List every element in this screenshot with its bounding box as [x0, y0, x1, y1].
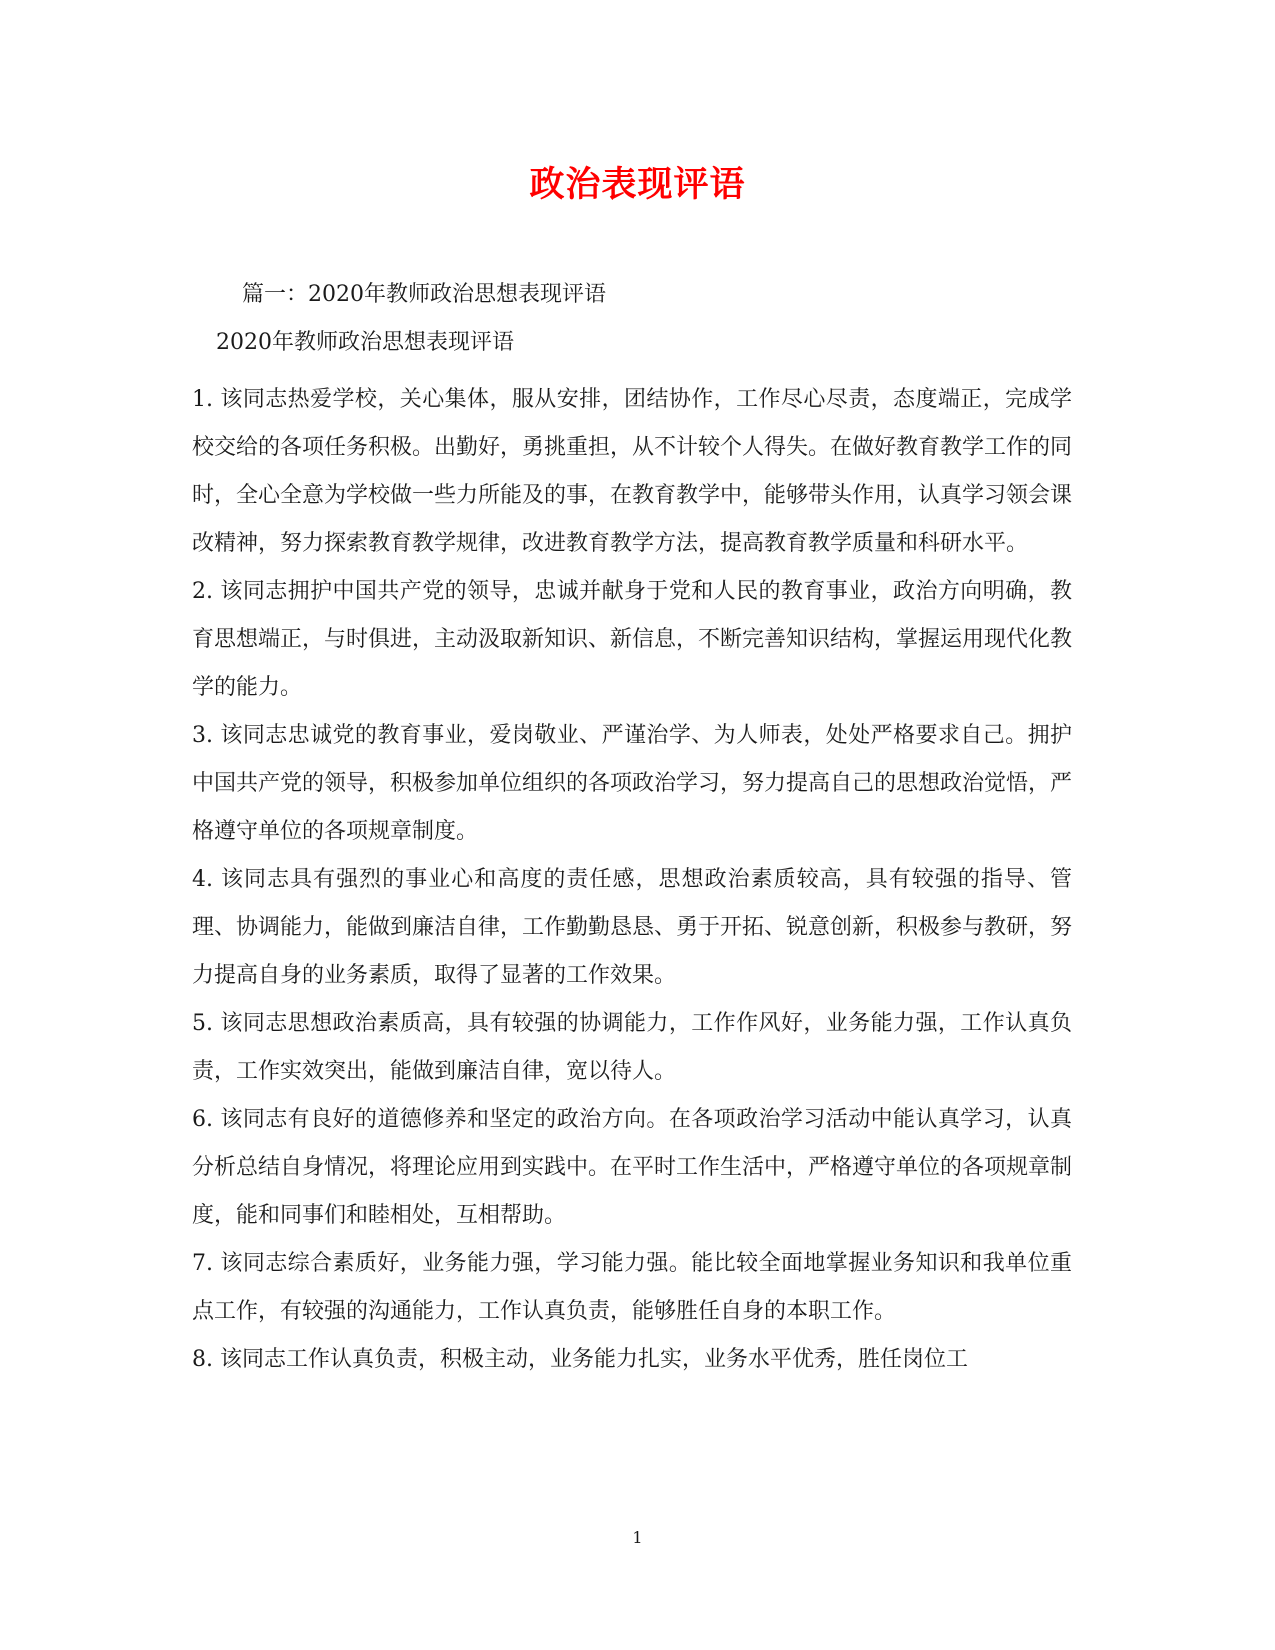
subheading: 2020年教师政治思想表现评语 [216, 330, 514, 355]
paragraph-6: 6. 该同志有良好的道德修养和坚定的政治方向。在各项政治学习活动中能认真学习，认真分析总结自身情况，将理论应用到实践中。在平时工作生活中，严格遵守单位的各项规章制度，能和同事们和睦相处，互相帮助。 [192, 1107, 1073, 1228]
section-heading: 篇一：2020年教师政治思想表现评语 [242, 282, 606, 307]
document-title: 政治表现评语 [529, 164, 746, 205]
paragraph-7: 7. 该同志综合素质好，业务能力强，学习能力强。能比较全面地掌握业务知识和我单位重点工作，有较强的沟通能力，工作认真负责，能够胜任自身的本职工作。 [192, 1251, 1072, 1324]
paragraph-2: 2. 该同志拥护中国共产党的领导，忠诚并献身于党和人民的教育事业，政治方向明确，教育思想端正，与时俱进，主动汲取新知识、新信息，不断完善知识结构，掌握运用现代化教学的能力。 [192, 579, 1073, 700]
paragraph-8: 8. 该同志工作认真负责，积极主动，业务能力扎实，业务水平优秀，胜任岗位工 [192, 1347, 968, 1372]
paragraph-4: 4. 该同志具有强烈的事业心和高度的责任感，思想政治素质较高，具有较强的指导、管理、协调能力，能做到廉洁自律，工作勤勤恳恳、勇于开拓、锐意创新，积极参与教研，努力提高自身的业务素质，取得了显著的工作效果。 [192, 867, 1073, 988]
body-text [192, 376, 1072, 1384]
page-number: 1 [632, 1528, 643, 1547]
paragraph-1: 1. 该同志热爱学校，关心集体，服从安排，团结协作，工作尽心尽责，态度端正，完成学校交给的各项任务积极。出勤好，勇挑重担，从不计较个人得失。在做好教育教学工作的同时，全心全意为学校做一些力所能及的事，在教育教学中，能够带头作用，认真学习领会课改精神，努力探索教育教学规律，改进教育教学方法，提高教育教学质量和科研水平。 [192, 387, 1073, 556]
paragraph-3: 3. 该同志忠诚党的教育事业，爱岗敬业、严谨治学、为人师表，处处严格要求自己。拥护中国共产党的领导，积极参加单位组织的各项政治学习，努力提高自己的思想政治觉悟，严格遵守单位的各项规章制度。 [192, 723, 1073, 844]
paragraph-5: 5. 该同志思想政治素质高，具有较强的协调能力，工作作风好，业务能力强，工作认真负责，工作实效突出，能做到廉洁自律，宽以待人。 [192, 1011, 1072, 1084]
